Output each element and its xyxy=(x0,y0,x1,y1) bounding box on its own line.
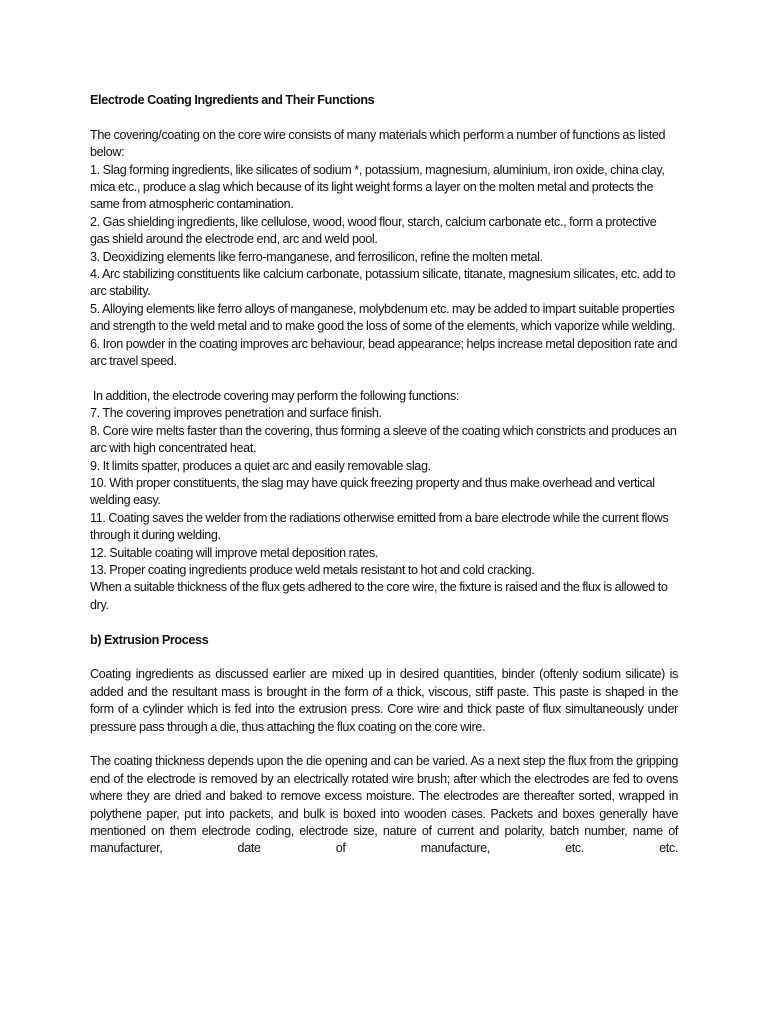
list-item: 8. Core wire melts faster than the covering, thus forming a sleeve of the coating which constricts and produces an arc with high concentrated heat. xyxy=(90,423,677,456)
spacer xyxy=(90,614,678,631)
list-item: 9. It limits spatter, produces a quiet arc and easily removable slag. xyxy=(90,458,431,473)
list-item: 13. Proper coating ingredients produce weld metals resistant to hot and cold cracking. xyxy=(90,562,535,577)
spacer xyxy=(90,736,678,753)
flux-note: When a suitable thickness of the flux gets adhered to the core wire, the fixture is raised and the flux is allowed to dry. xyxy=(90,580,668,612)
list-item: 4. Arc stabilizing constituents like calcium carbonate, potassium silicate, titanate, magnesium silicates, etc. add to arc stability. xyxy=(90,267,676,299)
list-item: 2. Gas shielding ingredients, like cellulose, wood, wood flour, starch, calcium carbonate etc., form a protective gas shield around the electrode end, arc and weld pool. xyxy=(90,214,657,247)
list-item: 6. Iron powder in the coating improves arc behaviour, bead appearance; helps increase metal deposition rate and arc travel speed. xyxy=(90,336,678,369)
list-item: 1. Slag forming ingredients, like silicates of sodium *, potassium, magnesium, aluminium, iron oxide, china clay, mica etc., produce a slag which because of its light weight forms a layer on the molten metal and protects the same from atmospheric contamination. xyxy=(90,162,665,212)
intro-paragraph: The covering/coating on the core wire consists of many materials which perform a number of functions as listed below: xyxy=(90,127,666,160)
list-item: 3. Deoxidizing elements like ferro-manganese, and ferrosilicon, refine the molten metal. xyxy=(90,249,543,264)
list-item: 12. Suitable coating will improve metal deposition rates. xyxy=(90,545,379,560)
document-page xyxy=(90,92,678,858)
list-item: 7. The covering improves penetration and surface finish. xyxy=(90,406,382,421)
list-item: 5. Alloying elements like ferro alloys of manganese, molybdenum etc. may be added to impart suitable properties and strength to the weld metal and to make good the loss of some of the elements, which vaporize while welding. xyxy=(90,301,676,334)
addition-intro: In addition, the electrode covering may perform the following functions: xyxy=(90,388,460,403)
spacer xyxy=(90,370,678,387)
extrusion-paragraph: Coating ingredients as discussed earlier are mixed up in desired quantities, binder (oftenly sodium silicate) is added and the resultant mass is brought in the form of a thick, viscous, stiff paste. This paste is shaped in the form of a cylinder which is fed into the extrusion press. Core wire and thick paste of flux simultaneously under pressure pass through a die, thus attaching the flux coating on the core wire. xyxy=(90,667,678,734)
coating-thickness-paragraph: The coating thickness depends upon the die opening and can be varied. As a next step the flux from the gripping end of the electrode is removed by an electrically rotated wire brush; after which the electrodes are fed to ovens where they are dried and baked to remove excess moisture. The electrodes are thereafter sorted, wrapped in polythene paper, put into packets, and bulk is boxed into wooden cases. Packets and boxes generally have mentioned on them electrode coding, electrode size, nature of current and polarity, batch number, name of manufacturer, date of manufacture, etc. etc. xyxy=(90,754,678,856)
section-b-title: b) Extrusion Process xyxy=(90,632,209,647)
list-item: 11. Coating saves the welder from the radiations otherwise emitted from a bare electrode while the current flows through it during welding. xyxy=(90,510,669,543)
list-item: 10. With proper constituents, the slag may have quick freezing property and thus make overhead and vertical welding easy. xyxy=(90,475,655,508)
document-title: Electrode Coating Ingredients and Their Functions xyxy=(90,93,375,107)
